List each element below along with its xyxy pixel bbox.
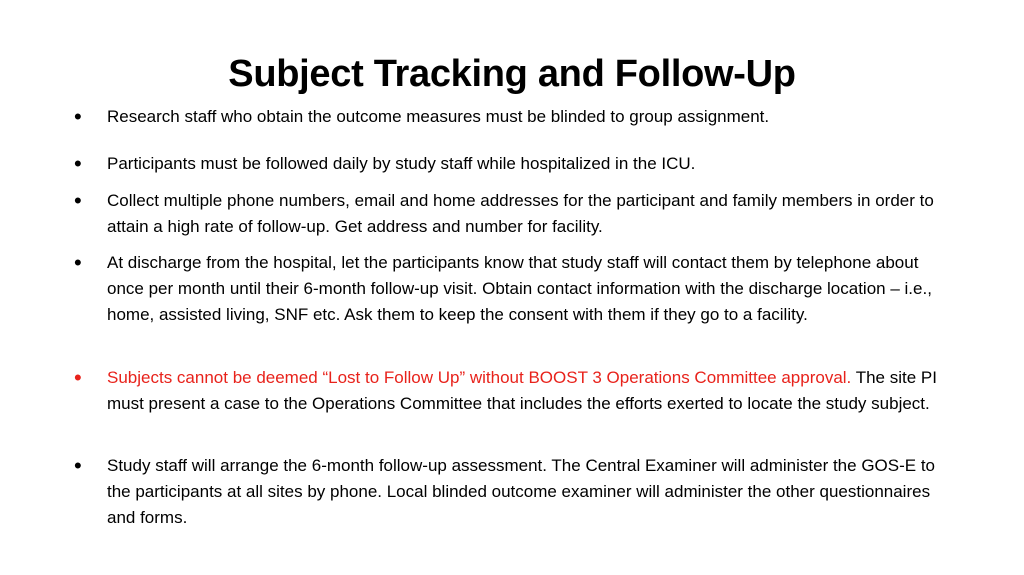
- bullet-dot: •: [74, 250, 82, 275]
- bullet-text: Research staff who obtain the outcome measures must be blinded to group assignment.: [107, 107, 770, 126]
- bullet-text-continuation: The site PI must present a case to the Operations Committee that includes the efforts exerted to locate the study subject.: [107, 368, 937, 413]
- bullet-text: Study staff will arrange the 6-month follow-up assessment. The Central Examiner will administer the GOS-E to the participants at all sites by phone. Local blinded outcome examiner will administer the other questionnaires and forms.: [107, 456, 936, 527]
- bullet-text: At discharge from the hospital, let the participants know that study staff will contact them by telephone about once per month until their 6-month follow-up visit. Obtain contact information with the discharge location – i.e., home, assisted living, SNF etc. Ask them to keep the consent with them if they go to a facility.: [107, 253, 932, 324]
- bullet-text: Collect multiple phone numbers, email and home addresses for the participant and family members in order to attain a high rate of follow-up. Get address and number for facility.: [107, 191, 934, 236]
- bullet-dot: •: [74, 151, 82, 176]
- slide-title: Subject Tracking and Follow-Up: [228, 53, 796, 95]
- bullet-text: Participants must be followed daily by study staff while hospitalized in the ICU.: [107, 154, 696, 173]
- bullet-dot-red: •: [74, 365, 82, 390]
- bullet-dot: •: [74, 453, 82, 478]
- bullet-text-red: Subjects cannot be deemed “Lost to Follow Up” without BOOST 3 Operations Committee approval.: [107, 368, 852, 387]
- bullet-text: [107, 365, 952, 417]
- bullet-dot: •: [74, 188, 82, 213]
- bullet-dot: •: [74, 104, 82, 129]
